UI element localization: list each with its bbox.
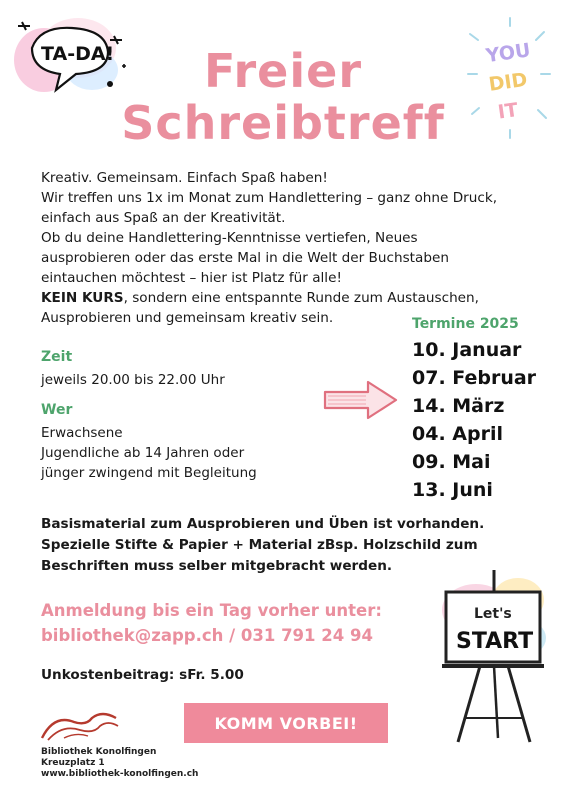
- wer-details: [41, 423, 257, 483]
- termin-date: 09. Mai: [412, 451, 491, 473]
- wer-line: Jugendliche ab 14 Jahren oder: [41, 445, 245, 461]
- unkosten-text: Unkostenbeitrag: sFr. 5.00: [41, 667, 244, 683]
- zeit-label: Zeit: [41, 349, 73, 365]
- ta-da-text: TA-DA!: [41, 43, 115, 65]
- intro-line: Kreativ. Gemeinsam. Einfach Spaß haben!: [41, 170, 328, 186]
- intro-line: ausprobieren oder das erste Mal in die Welt der Buchstaben: [41, 250, 449, 266]
- title-line-2: Schreibtreff: [121, 96, 445, 150]
- anmeldung-contact[interactable]: bibliothek@zapp.ch / 031 791 24 94: [41, 626, 373, 645]
- intro-line: eintauchen möchtest – hier ist Platz für alle!: [41, 270, 342, 286]
- library-url[interactable]: www.bibliothek-konolfingen.ch: [41, 769, 199, 779]
- intro-line: einfach aus Spaß an der Kreativität.: [41, 210, 286, 226]
- komm-vorbei-button[interactable]: KOMM VORBEI!: [184, 703, 388, 743]
- intro-line: Ob du deine Handlettering-Kenntnisse vertiefen, Neues: [41, 230, 418, 246]
- termin-date: 07. Februar: [412, 367, 537, 389]
- kein-kurs-bold: KEIN KURS: [41, 290, 124, 306]
- material-line: Spezielle Stifte & Papier + Material zBsp. Holzschild zum: [41, 537, 478, 553]
- library-logo-icon: [40, 708, 120, 744]
- intro-line-rest: , sondern eine entspannte Runde zum Austauschen,: [123, 290, 479, 306]
- termin-date: 14. März: [412, 395, 505, 417]
- easel-lets-start-icon: [436, 566, 546, 746]
- wer-label: Wer: [41, 402, 73, 418]
- svg-text:IT: IT: [496, 98, 520, 124]
- wer-line: jünger zwingend mit Begleitung: [41, 465, 257, 481]
- library-address: [41, 747, 198, 780]
- intro-line: Wir treffen uns 1x im Monat zum Handlettering – ganz ohne Druck,: [41, 190, 498, 206]
- intro-text: [41, 168, 541, 328]
- termine-label: Termine 2025: [412, 316, 519, 332]
- library-street: Kreuzplatz 1: [41, 758, 105, 768]
- svg-text:DID: DID: [487, 68, 529, 96]
- termin-date: 10. Januar: [412, 339, 522, 361]
- anmeldung-line: Anmeldung bis ein Tag vorher unter:: [41, 601, 382, 620]
- termin-date: 04. April: [412, 423, 503, 445]
- title-line-1: Freier: [203, 44, 362, 98]
- anmeldung-block: [41, 598, 382, 648]
- wer-line: Erwachsene: [41, 425, 123, 441]
- intro-line: Ausprobieren und gemeinsam kreativ sein.: [41, 310, 334, 326]
- arrow-right-icon: [322, 378, 400, 422]
- termine-block: [412, 316, 552, 504]
- intro-line: [41, 288, 541, 308]
- easel-text-start: START: [456, 629, 534, 654]
- svg-text:YOU: YOU: [484, 39, 532, 68]
- material-line: Basismaterial zum Ausprobieren und Üben ist vorhanden.: [41, 516, 485, 532]
- termin-date: 13. Juni: [412, 479, 493, 501]
- zeit-value: jeweils 20.00 bis 22.00 Uhr: [41, 372, 225, 388]
- library-name: Bibliothek Konolfingen: [41, 747, 157, 757]
- material-line: Beschriften muss selber mitgebracht werden.: [41, 558, 393, 574]
- easel-text-lets: Let's: [474, 606, 512, 622]
